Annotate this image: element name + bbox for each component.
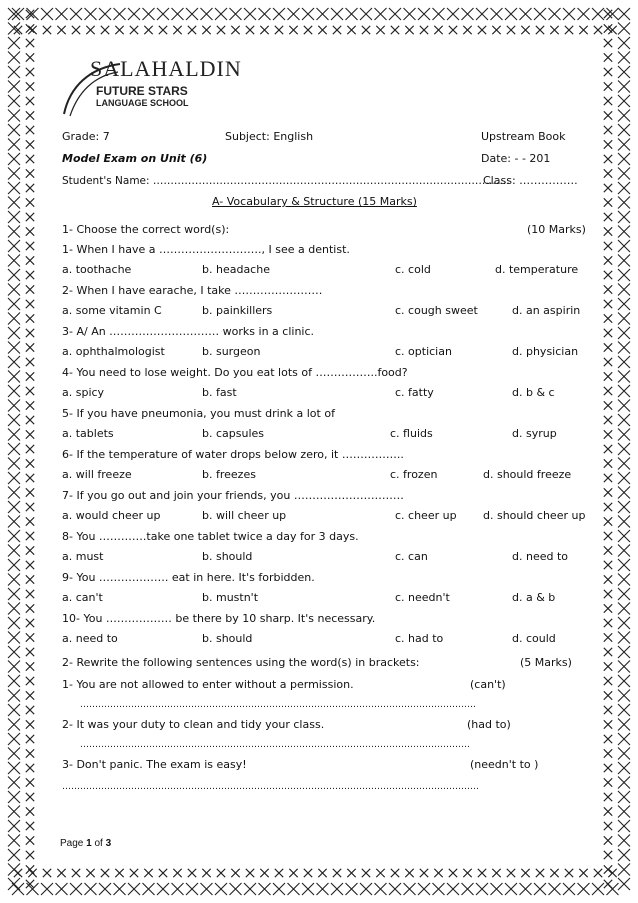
question-text: 4- You need to lose weight. Do you eat lots of ……………..food? xyxy=(62,366,408,379)
question-text: 9- You ………………. eat in here. It's forbidden. xyxy=(62,571,315,584)
page-footer xyxy=(60,838,111,849)
option-c[interactable]: c. had to xyxy=(395,632,444,645)
question-text: 2- When I have earache, I take …………………… xyxy=(62,284,323,297)
question-text: 7- If you go out and join your friends, you ………………………… xyxy=(62,489,404,502)
question-text: 3- A/ An ………………………… works in a clinic. xyxy=(62,325,315,338)
option-c[interactable]: c. optician xyxy=(395,345,452,358)
question-text: 8- You ………….take one tablet twice a day for 3 days. xyxy=(62,530,359,543)
option-c[interactable]: c. can xyxy=(395,550,428,563)
option-a[interactable]: a. toothache xyxy=(62,263,132,276)
question-text: 10- You ……………… be there by 10 sharp. It's necessary. xyxy=(62,612,376,625)
rewrite-sentence: 1- You are not allowed to enter without a permission. xyxy=(62,678,354,691)
option-a[interactable]: a. will freeze xyxy=(62,468,132,481)
subject-label: Subject: English xyxy=(225,130,314,143)
question-text: 5- If you have pneumonia, you must drink a lot of xyxy=(62,407,335,420)
option-a[interactable]: a. spicy xyxy=(62,386,105,399)
option-d[interactable]: d. an aspirin xyxy=(512,304,581,317)
footer-of: of xyxy=(91,838,106,849)
option-b[interactable]: b. headache xyxy=(202,263,270,276)
option-b[interactable]: b. fast xyxy=(202,386,237,399)
date-field: Date: - - 201 xyxy=(481,152,551,165)
answer-line[interactable]: …………………………………………………………………………………………………………………… xyxy=(80,700,476,710)
page-number: 1 xyxy=(86,838,92,849)
rewrite-keyword: (can't) xyxy=(470,678,506,691)
section-title: A- Vocabulary & Structure (15 Marks) xyxy=(212,195,417,208)
rewrite-keyword: (had to) xyxy=(467,718,511,731)
logo-subtitle: FUTURE STARS xyxy=(96,84,188,98)
option-d[interactable]: d. syrup xyxy=(512,427,557,440)
option-a[interactable]: a. tablets xyxy=(62,427,114,440)
school-logo xyxy=(60,56,242,120)
option-d[interactable]: d. should freeze xyxy=(483,468,572,481)
option-a[interactable]: a. would cheer up xyxy=(62,509,161,522)
option-d[interactable]: d. should cheer up xyxy=(483,509,586,522)
option-c[interactable]: c. frozen xyxy=(390,468,438,481)
question-2-marks: (5 Marks) xyxy=(520,656,572,669)
option-b[interactable]: b. should xyxy=(202,550,253,563)
rewrite-sentence: 3- Don't panic. The exam is easy! xyxy=(62,758,247,771)
footer-prefix: Page xyxy=(60,838,87,849)
option-c[interactable]: c. needn't xyxy=(395,591,450,604)
option-d[interactable]: d. temperature xyxy=(495,263,579,276)
option-b[interactable]: b. will cheer up xyxy=(202,509,287,522)
option-c[interactable]: c. fluids xyxy=(390,427,433,440)
book-label: Upstream Book xyxy=(481,130,566,143)
option-a[interactable]: a. can't xyxy=(62,591,103,604)
answer-line[interactable]: …………………………………………………………………………………………………………………. xyxy=(80,740,470,750)
option-d[interactable]: d. need to xyxy=(512,550,569,563)
option-b[interactable]: b. surgeon xyxy=(202,345,261,358)
logo-title: SALAHALDIN xyxy=(90,56,242,81)
option-d[interactable]: d. a & b xyxy=(512,591,556,604)
option-c[interactable]: c. cheer up xyxy=(395,509,457,522)
logo-subtitle-2: LANGUAGE SCHOOL xyxy=(96,98,189,108)
question-2-title: 2- Rewrite the following sentences using the word(s) in brackets: xyxy=(62,656,420,669)
question-text: 1- When I have a ………………………., I see a dentist. xyxy=(62,243,350,256)
rewrite-sentence: 2- It was your duty to clean and tidy your class. xyxy=(62,718,325,731)
question-1-marks: (10 Marks) xyxy=(527,223,586,236)
question-1-title: 1- Choose the correct word(s): xyxy=(62,223,230,236)
option-d[interactable]: d. b & c xyxy=(512,386,555,399)
student-name-field: Student's Name: ………………………………………………………………………………………… xyxy=(62,175,510,187)
option-b[interactable]: b. painkillers xyxy=(202,304,273,317)
option-b[interactable]: b. should xyxy=(202,632,253,645)
rewrite-keyword: (needn't to ) xyxy=(470,758,539,771)
option-a[interactable]: a. need to xyxy=(62,632,118,645)
grade-label: Grade: 7 xyxy=(62,130,110,143)
option-c[interactable]: c. fatty xyxy=(395,386,434,399)
option-a[interactable]: a. must xyxy=(62,550,104,563)
option-b[interactable]: b. mustn't xyxy=(202,591,259,604)
page-total: 3 xyxy=(105,838,112,849)
answer-line[interactable]: …………………………………………………………………………………………………………………………. xyxy=(62,782,479,792)
option-b[interactable]: b. freezes xyxy=(202,468,256,481)
option-c[interactable]: c. cold xyxy=(395,263,431,276)
option-d[interactable]: d. could xyxy=(512,632,556,645)
option-b[interactable]: b. capsules xyxy=(202,427,265,440)
question-text: 6- If the temperature of water drops below zero, it …………….. xyxy=(62,448,404,461)
exam-title: Model Exam on Unit (6) xyxy=(62,152,208,165)
option-d[interactable]: d. physician xyxy=(512,345,579,358)
option-a[interactable]: a. some vitamin C xyxy=(62,304,162,317)
option-c[interactable]: c. cough sweet xyxy=(395,304,478,317)
class-field: Class: ……………. xyxy=(483,174,578,187)
option-a[interactable]: a. ophthalmologist xyxy=(62,345,165,358)
